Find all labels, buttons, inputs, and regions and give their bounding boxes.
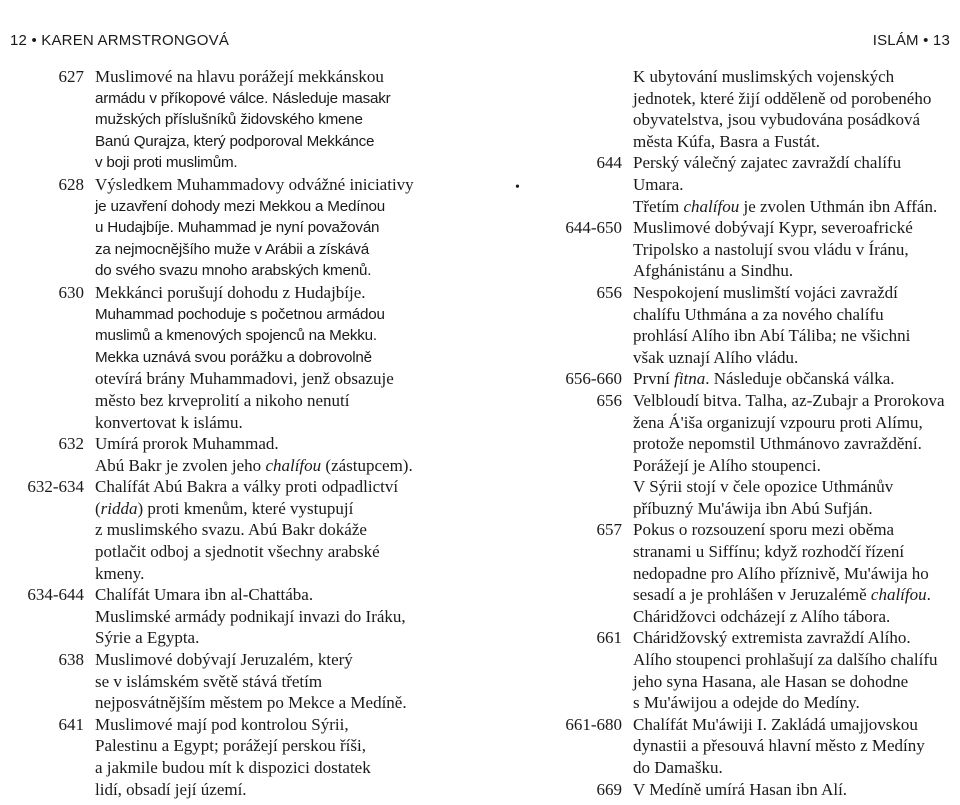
- text-line: jednotek, které žijí odděleně od porobeného: [633, 88, 932, 108]
- entry-year: 634-644: [27, 585, 84, 605]
- text-line: Palestinu a Egypt; porážejí perskou říši,: [95, 736, 366, 756]
- text-line: za nejmocnějšího muže v Arábii a získává: [95, 240, 369, 258]
- entry-text: [633, 217, 960, 282]
- text-line: chalífu Uthmána a za nového chalífu: [633, 304, 884, 324]
- text-line: Muslimové dobývají Kypr, severoafrické: [633, 218, 913, 238]
- text-line: Afghánistánu a Sindhu.: [633, 261, 794, 281]
- entry-text: [95, 476, 470, 584]
- text-line: jeho syna Hasana, ale Hasan se dohodne: [633, 671, 909, 691]
- text-line: stranami u Siffínu; když rozhodčí řízení: [633, 542, 905, 562]
- entry-text: [633, 368, 960, 390]
- text-line: lidí, obsadí její území.: [95, 779, 247, 799]
- text-line: Perský válečný zajatec zavraždí chalífu: [633, 153, 902, 173]
- text-line: Muslimové mají pod kontrolou Sýrii,: [95, 714, 349, 734]
- chronology-entry: [0, 476, 470, 584]
- chronology-entry: [0, 714, 470, 800]
- chronology-entry: [0, 66, 470, 174]
- entry-text: [633, 714, 960, 779]
- text-line: V Medíně umírá Hasan ibn Alí.: [633, 779, 848, 799]
- entry-year: 661: [596, 628, 622, 648]
- chronology-entry: [0, 174, 470, 282]
- text-line: Cháridžovský extremista zavraždí Alího.: [633, 628, 911, 648]
- entry-text: [95, 714, 470, 800]
- entry-text: [633, 627, 960, 713]
- entry-text: [633, 390, 960, 520]
- entry-year: [505, 66, 633, 152]
- text-line: Alího stoupenci prohlašují za dalšího chalífu: [633, 650, 938, 670]
- text-line: Mekkánci porušují dohodu z Hudajbíje.: [95, 282, 366, 302]
- running-header-left: 12 • KAREN ARMSTRONGOVÁ: [10, 32, 230, 49]
- text-line: Porážejí je Alího stoupenci.: [633, 455, 821, 475]
- chronology-entry: [0, 649, 470, 714]
- text-line: Pokus o rozsouzení sporu mezi oběma: [633, 520, 895, 540]
- entry-year: 669: [596, 779, 622, 799]
- text-line: příbuzný Mu'áwija ibn Abú Sufján.: [633, 498, 873, 518]
- entry-text: [633, 519, 960, 627]
- stray-dot-mark: •: [515, 180, 520, 195]
- chronology-entry: [505, 152, 960, 217]
- entry-year: 644: [596, 153, 622, 173]
- text-line: Muslimové na hlavu porážejí mekkánskou: [95, 67, 384, 86]
- entry-text: [95, 282, 470, 433]
- text-line: prohlásí Alího ibn Abí Táliba; ne všichni: [633, 326, 911, 346]
- entry-year: 638: [58, 650, 84, 670]
- text-line: nedopadne pro Alího příznivě, Mu'áwija ho: [633, 563, 929, 583]
- text-line: Chalífát Umara ibn al-Chattába.: [95, 585, 314, 605]
- chronology-entry: [505, 627, 960, 713]
- entry-year: 627: [58, 67, 84, 86]
- text-line: však uznají Alího vládu.: [633, 347, 799, 367]
- text-line: otevírá brány Muhammadovi, jenž obsazuje: [95, 369, 394, 389]
- entry-year: 632: [58, 434, 84, 454]
- text-line: žena Á'iša organizují vzpouru proti Alímu,: [633, 412, 923, 432]
- text-line: Muhammad pochoduje s početnou armádou: [95, 305, 385, 323]
- text-line: Umara.: [633, 174, 684, 194]
- text-line: Chalífát Abú Bakra a války proti odpadlictví: [95, 477, 399, 497]
- chronology-entry: [505, 66, 960, 152]
- text-line: do Damašku.: [633, 758, 723, 777]
- text-line: Cháridžovci odcházejí z Alího tábora.: [633, 606, 891, 626]
- chronology-entry: [0, 433, 470, 476]
- entry-year: 656: [596, 390, 622, 410]
- entry-year: 641: [58, 714, 84, 734]
- text-line: Umírá prorok Muhammad.: [95, 434, 279, 454]
- text-line: potlačit odboj a sjednotit všechny arabské: [95, 542, 380, 562]
- text-line: s Mu'áwijou a odejde do Medíny.: [633, 693, 860, 713]
- text-line: armádu v příkopové válce. Následuje masakr: [95, 89, 391, 107]
- text-line: sesadí a je prohlášen v Jeruzalémě chalífou.: [633, 585, 931, 605]
- text-line: u Hudajbíje. Muhammad je nyní považován: [95, 219, 380, 237]
- left-column-chronology: [0, 66, 470, 800]
- text-line: K ubytování muslimských vojenských: [633, 67, 895, 86]
- chronology-entry: [505, 519, 960, 627]
- text-line: Tripolsko a nastolují svou vládu v Íránu,: [633, 239, 909, 259]
- entry-text: [633, 779, 960, 801]
- text-line: dynastii a přesouvá hlavní město z Medíny: [633, 736, 925, 756]
- text-line: Mekka uznává svou porážku a dobrovolně: [95, 348, 372, 366]
- entry-text: [95, 66, 470, 174]
- entry-text: [95, 649, 470, 714]
- text-line: Velbloudí bitva. Talha, az-Zubajr a Prorokova: [633, 390, 945, 410]
- entry-year: 661-680: [565, 714, 622, 734]
- entry-year: 630: [58, 282, 84, 302]
- chronology-entry: [0, 282, 470, 433]
- text-line: obyvatelstva, jsou vybudována posádková: [633, 110, 921, 130]
- text-line: protože nepomstil Uthmánovo zavraždění.: [633, 434, 922, 454]
- chronology-entry: [505, 368, 960, 390]
- text-line: se v islámském světě stává třetím: [95, 671, 323, 691]
- text-line: konvertovat k islámu.: [95, 412, 243, 432]
- text-line: město bez krveprolití a nikoho nenutí: [95, 390, 350, 410]
- text-line: První fitna. Následuje občanská válka.: [633, 369, 895, 389]
- entry-year: 657: [596, 520, 622, 540]
- running-header-right: ISLÁM • 13: [872, 32, 950, 49]
- entry-text: [95, 174, 470, 282]
- text-line: kmeny.: [95, 563, 145, 583]
- entry-year: 628: [58, 174, 84, 194]
- entry-year: 632-634: [27, 477, 84, 497]
- text-line: mužských příslušníků židovského kmene: [95, 111, 363, 129]
- text-line: Muslimové dobývají Jeruzalém, který: [95, 650, 353, 670]
- text-line: V Sýrii stojí v čele opozice Uthmánův: [633, 477, 894, 497]
- text-line: města Kúfa, Basra a Fustát.: [633, 131, 820, 151]
- text-line: je uzavření dohody mezi Mekkou a Medínou: [95, 197, 386, 215]
- text-line: Chalífát Mu'áwiji I. Zakládá umajjovskou: [633, 714, 918, 734]
- chronology-entry: [505, 390, 960, 520]
- entry-year: 656: [596, 282, 622, 302]
- entry-text: [633, 66, 960, 152]
- text-line: z muslimského svazu. Abú Bakr dokáže: [95, 520, 367, 540]
- text-line: Abú Bakr je zvolen jeho chalífou (zástupcem).: [95, 455, 413, 475]
- entry-year: 644-650: [565, 218, 622, 238]
- entry-text: [95, 433, 470, 476]
- chronology-entry: [0, 584, 470, 649]
- chronology-entry: [505, 217, 960, 282]
- text-line: nejposvátnějším městem po Mekce a Medíně.: [95, 693, 407, 713]
- entry-year: 656-660: [565, 369, 622, 389]
- text-line: Třetím chalífou je zvolen Uthmán ibn Affán.: [633, 196, 938, 216]
- text-line: v boji proti muslimům.: [95, 154, 238, 172]
- entry-text: [95, 584, 470, 649]
- right-column-chronology: [505, 66, 960, 800]
- text-line: a jakmile budou mít k dispozici dostatek: [95, 758, 371, 777]
- chronology-entry: [505, 779, 960, 801]
- text-line: Sýrie a Egypta.: [95, 628, 200, 648]
- chronology-entry: [505, 282, 960, 368]
- entry-text: [633, 152, 960, 217]
- text-line: Výsledkem Muhammadovy odvážné iniciativy: [95, 174, 414, 194]
- text-line: do svého svazu mnoho arabských kmenů.: [95, 262, 372, 280]
- text-line: Banú Qurajza, který podporoval Mekkánce: [95, 132, 375, 150]
- text-line: Nespokojení muslimští vojáci zavraždí: [633, 282, 898, 302]
- text-line: (ridda) proti kmenům, které vystupují: [95, 498, 354, 518]
- text-line: muslimů a kmenových spojenců na Mekku.: [95, 327, 377, 345]
- entry-text: [633, 282, 960, 368]
- text-line: Muslimské armády podnikají invazi do Iráku,: [95, 606, 406, 626]
- chronology-entry: [505, 714, 960, 779]
